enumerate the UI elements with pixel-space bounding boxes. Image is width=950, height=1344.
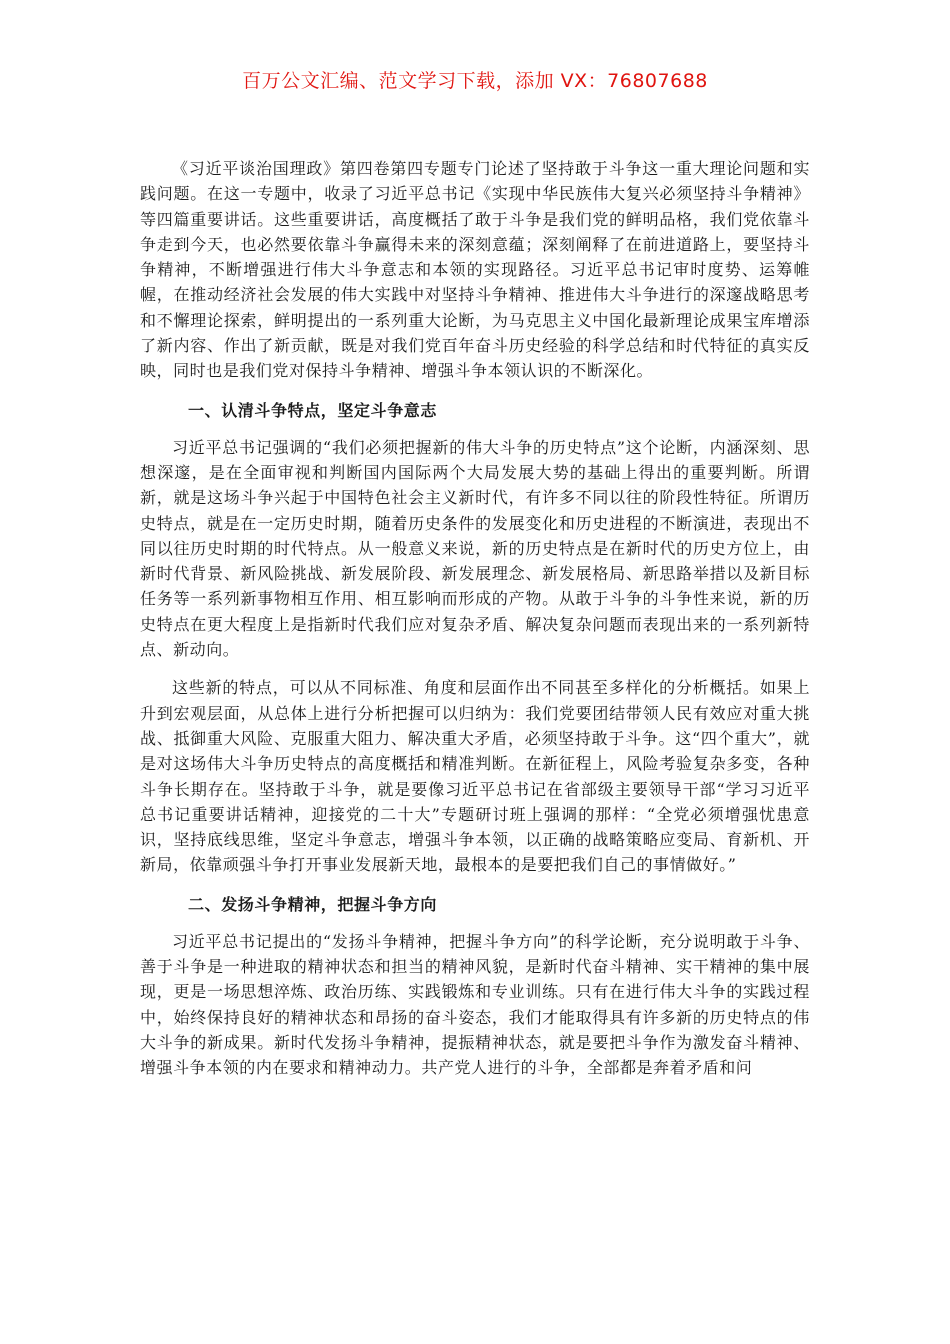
promo-header: 百万公文汇编、范文学习下载，添加 VX：76807688 [242, 70, 708, 92]
document-body [140, 156, 810, 1081]
section-2-paragraph-1: 习近平总书记提出的“发扬斗争精神，把握斗争方向”的科学论断，充分说明敢于斗争、善于斗争是一种进取的精神状态和担当的精神风貌，是新时代奋斗精神、实干精神的集中展现，更是一场思想淬炼、政治历练、实践锻炼和专业训练。只有在进行伟大斗争的实践过程中，始终保持良好的精神状态和昂扬的奋斗姿态，我们才能取得具有许多新的历史特点的伟大斗争的新成果。新时代发扬斗争精神，提振精神状态，就是要把斗争作为激发奋斗精神、增强斗争本领的内在要求和精神动力。共产党人进行的斗争，全部都是奔着矛盾和问 [140, 931, 810, 1078]
section-1-heading: 一、认清斗争特点，坚定斗争意志 [188, 400, 438, 420]
section-1-paragraph-2: 这些新的特点，可以从不同标准、角度和层面作出不同甚至多样化的分析概括。如果上升到宏观层面，从总体上进行分析把握可以归纳为：我们党要团结带领人民有效应对重大挑战、抵御重大风险、克服重大阻力、解决重大矛盾，必须坚持敢于斗争。这“四个重大”，就是对这场伟大斗争历史特点的高度概括和精准判断。在新征程上，风险考验复杂多变，各种斗争长期存在。坚持敢于斗争，就是要像习近平总书记在省部级主要领导干部“学习习近平总书记重要讲话精神，迎接党的二十大”专题研讨班上强调的那样：“全党必须增强忧患意识，坚持底线思维，坚定斗争意志，增强斗争本领，以正确的战略策略应变局、育新机、开新局，依靠顽强斗争打开事业发展新天地，最根本的是要把我们自己的事情做好。” [140, 678, 810, 875]
section-2-heading: 二、发扬斗争精神，把握斗争方向 [188, 894, 438, 914]
intro-paragraph: 《习近平谈治国理政》第四卷第四专题专门论述了坚持敢于斗争这一重大理论问题和实践问题。在这一专题中，收录了习近平总书记《实现中华民族伟大复兴必须坚持斗争精神》等四篇重要讲话。这些重要讲话，高度概括了敢于斗争是我们党的鲜明品格，我们党依靠斗争走到今天，也必然要依靠斗争赢得未来的深刻意蕴；深刻阐释了在前进道路上，要坚持斗争精神，不断增强进行伟大斗争意志和本领的实现路径。习近平总书记审时度势、运筹帷幄，在推动经济社会发展的伟大实践中对坚持斗争精神、推进伟大斗争进行的深邃战略思考和不懈理论探索，鲜明提出的一系列重大论断，为马克思主义中国化最新理论成果宝库增添了新内容、作出了新贡献，既是对我们党百年奋斗历史经验的科学总结和时代特征的真实反映，同时也是我们党对保持斗争精神、增强斗争本领认识的不断深化。 [140, 159, 810, 381]
section-1-paragraph-1: 习近平总书记强调的“我们必须把握新的伟大斗争的历史特点”这个论断，内涵深刻、思想深邃，是在全面审视和判断国内国际两个大局发展大势的基础上得出的重要判断。所谓新，就是这场斗争兴起于中国特色社会主义新时代，有许多不同以往的阶段性特征。所谓历史特点，就是在一定历史时期，随着历史条件的发展变化和历史进程的不断演进，表现出不同以往历史时期的时代特点。从一般意义来说，新的历史特点是在新时代的历史方位上，由新时代背景、新风险挑战、新发展阶段、新发展理念、新发展格局、新思路举措以及新目标任务等一系列新事物相互作用、相互影响而形成的产物。从敢于斗争的斗争性来说，新的历史特点在更大程度上是指新时代我们应对复杂矛盾、解决复杂问题而表现出来的一系列新特点、新动向。 [140, 437, 810, 660]
